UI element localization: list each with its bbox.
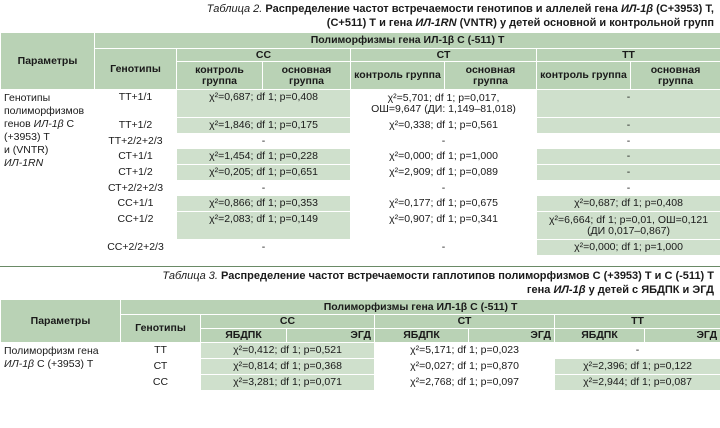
table2-cell: χ²=0,177; df 1; p=0,675 <box>351 196 537 212</box>
table2-sub-5: основная группа <box>631 62 720 90</box>
table3-sub-0: ЯБДПК <box>201 329 287 343</box>
table2-group-tt: ТТ <box>537 49 720 62</box>
table2-header-genotypes: Генотипы <box>95 49 177 90</box>
table3-cell: χ²=0,027; df 1; p=0,870 <box>375 359 555 375</box>
table2-cell: - <box>177 240 351 256</box>
table3-header-poly: Полиморфизмы гена ИЛ-1β С (-511) Т <box>121 300 720 315</box>
table3-sub-2: ЯБДПК <box>375 329 469 343</box>
table2-cell: χ²=1,454; df 1; p=0,228 <box>177 149 351 165</box>
table2-cell: - <box>537 90 720 118</box>
table2-gene2: ИЛ-1RN <box>415 17 457 29</box>
table3-sub-1: ЭГД <box>287 329 375 343</box>
table2-cell: χ²=0,687; df 1; p=0,408 <box>537 196 720 212</box>
table3-cell: χ²=3,281; df 1; p=0,071 <box>201 375 375 391</box>
table3-cell: χ²=2,944; df 1; p=0,087 <box>555 375 720 391</box>
table2-title-2b: (VNTR) у детей основной и контрольной групп <box>459 17 714 29</box>
table2-sub-2: контроль группа <box>351 62 445 90</box>
table-row-genotype: СТ+2/2+2/3 <box>95 181 177 196</box>
table2-title-2a: (С+511) Т и гена <box>326 17 413 29</box>
table2-label: Таблица 2. <box>206 3 263 15</box>
table2-cell: - <box>537 149 720 165</box>
table3-label: Таблица 3. <box>162 270 218 282</box>
table-row-genotype: ТТ+1/2 <box>95 118 177 134</box>
table3-sub-5: ЭГД <box>645 329 720 343</box>
table2-title-1a: Распределение частот встречаемости генотипов и аллелей гена <box>265 3 618 15</box>
table2-cell: χ²=0,000; df 1; p=1,000 <box>537 240 720 256</box>
table3-cell: χ²=5,171; df 1; p=0,023 <box>375 343 555 359</box>
table3-gene: ИЛ-1β <box>553 284 586 296</box>
table2-cell: - <box>177 181 351 196</box>
table3-cell: χ²=2,768; df 1; p=0,097 <box>375 375 555 391</box>
table2-cell: χ²=5,701; df 1; p=0,017, ОШ=9,647 (ДИ: 1,149–81,018) <box>351 90 537 118</box>
table3-header-params: Параметры <box>1 300 121 343</box>
table2-cell: χ²=0,205; df 1; p=0,651 <box>177 165 351 181</box>
table-row-genotype: ТТ+1/1 <box>95 90 177 118</box>
table2-cell: - <box>537 181 720 196</box>
table3-sub-3: ЭГД <box>469 329 555 343</box>
table3 <box>0 299 720 391</box>
table2-cell: - <box>351 181 537 196</box>
table2-cell: χ²=6,664; df 1; p=0,01, ОШ=0,121 (ДИ 0,017–0,867) <box>537 212 720 240</box>
table2-cell: χ²=1,846; df 1; p=0,175 <box>177 118 351 134</box>
table2-header-params: Параметры <box>1 33 95 90</box>
table2-cell: - <box>351 240 537 256</box>
table2-cell: χ²=2,083; df 1; p=0,149 <box>177 212 351 240</box>
table3-cell: χ²=0,412; df 1; p=0,521 <box>201 343 375 359</box>
table3-header-genotypes: Генотипы <box>121 315 201 343</box>
table2-header-poly: Полиморфизмы гена ИЛ-1β С (-511) Т <box>95 33 720 49</box>
table2-cell: χ²=2,909; df 1; p=0,089 <box>351 165 537 181</box>
table2-cell: χ²=0,907; df 1; p=0,341 <box>351 212 537 240</box>
table-row-genotype: СС <box>121 375 201 391</box>
table2-sub-3: основная группа <box>445 62 537 90</box>
table2-title-1b: (С+3953) Т, <box>656 3 714 15</box>
table2-cell: χ²=0,687; df 1; p=0,408 <box>177 90 351 118</box>
table3-title-2a: гена <box>526 284 551 296</box>
table3-sub-4: ЯБДПК <box>555 329 645 343</box>
table-row-genotype: СТ <box>121 359 201 375</box>
table2-group-cc: СС <box>177 49 351 62</box>
table2-caption <box>0 0 720 32</box>
table3-title-1: Распределение частот встречаемости гаплотипов полиморфизмов С (+3953) Т и С (-511) Т <box>221 270 714 282</box>
table3-group-tt: ТТ <box>555 315 720 329</box>
table3-group-cc: СС <box>201 315 375 329</box>
table2-cell: - <box>537 134 720 149</box>
table3-cell: - <box>555 343 720 359</box>
table-row-genotype: СТ+1/2 <box>95 165 177 181</box>
table2-cell: - <box>537 118 720 134</box>
table2-cell: - <box>177 134 351 149</box>
table-row-genotype: ТТ <box>121 343 201 359</box>
table-row-genotype: СС+2/2+2/3 <box>95 240 177 256</box>
table2-cell: χ²=0,866; df 1; p=0,353 <box>177 196 351 212</box>
table2-cell: χ²=0,338; df 1; p=0,561 <box>351 118 537 134</box>
table3-param-label: Полиморфизм гена ИЛ-1β С (+3953) Т <box>1 343 121 391</box>
table2-bottom-rule <box>0 256 720 267</box>
table2-sub-0: контроль группа <box>177 62 263 90</box>
table2-sub-1: основная группа <box>263 62 351 90</box>
table2-cell: χ²=0,000; df 1; p=1,000 <box>351 149 537 165</box>
table2-param-label: Генотипы полиморфизмов генов ИЛ-1β С (+3953) Т и (VNTR) ИЛ-1RN <box>1 90 95 256</box>
table2-gene1: ИЛ-1β <box>620 3 654 15</box>
table2-cell: - <box>351 134 537 149</box>
table2-cell: - <box>537 165 720 181</box>
table2-group-ct: СТ <box>351 49 537 62</box>
table3-cell: χ²=0,814; df 1; p=0,368 <box>201 359 375 375</box>
table3-group-ct: СТ <box>375 315 555 329</box>
table3-cell: χ²=2,396; df 1; p=0,122 <box>555 359 720 375</box>
table2 <box>0 32 720 256</box>
table3-caption <box>0 267 720 299</box>
table-row-genotype: СТ+1/1 <box>95 149 177 165</box>
table3-title-2b: у детей с ЯБДПК и ЭГД <box>588 284 714 296</box>
table-row-genotype: СС+1/1 <box>95 196 177 212</box>
table-row-genotype: ТТ+2/2+2/3 <box>95 134 177 149</box>
table2-sub-4: контроль группа <box>537 62 631 90</box>
table-row-genotype: СС+1/2 <box>95 212 177 240</box>
